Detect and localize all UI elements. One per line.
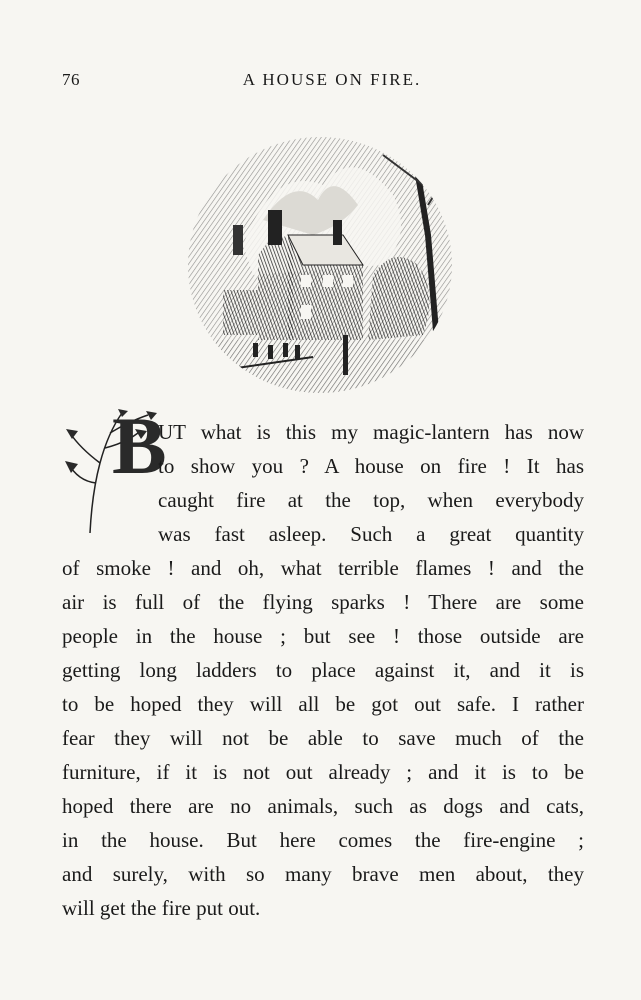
- burning-house-engraving-icon: [183, 125, 458, 400]
- text-line: fear they will not be able to save much of the: [62, 726, 584, 750]
- text-line: and surely, with so many brave men about, they: [62, 862, 584, 886]
- text-line: UT what is this my magic-lantern has now: [158, 420, 584, 444]
- paragraph-body: [62, 551, 584, 925]
- page-header: [62, 70, 582, 94]
- paragraph-indented: [158, 415, 584, 551]
- text-line: getting long ladders to place against it, and it is: [62, 658, 584, 682]
- text-line: will get the fire put out.: [62, 896, 261, 920]
- text-line: to show you ? A house on fire ! It has: [158, 454, 584, 478]
- drop-cap-letter: B: [112, 400, 167, 491]
- text-line: in the house. But here comes the fire-engine ;: [62, 828, 584, 852]
- text-line: was fast asleep. Such a great quantity: [158, 522, 584, 546]
- text-line: of smoke ! and oh, what terrible flames ! and the: [62, 556, 584, 580]
- text-line: people in the house ; but see ! those outside are: [62, 624, 584, 648]
- text-line: hoped there are no animals, such as dogs and cats,: [62, 794, 584, 818]
- page-number: 76: [62, 70, 80, 89]
- text-line: furniture, if it is not out already ; and it is to be: [62, 760, 584, 784]
- running-title: A HOUSE ON FIRE.: [242, 70, 422, 89]
- text-line: air is full of the flying sparks ! There are some: [62, 590, 584, 614]
- text-line: caught fire at the top, when everybody: [158, 488, 584, 512]
- text-line: to be hoped they will all be got out safe. I rather: [62, 692, 584, 716]
- drop-cap: [60, 400, 167, 543]
